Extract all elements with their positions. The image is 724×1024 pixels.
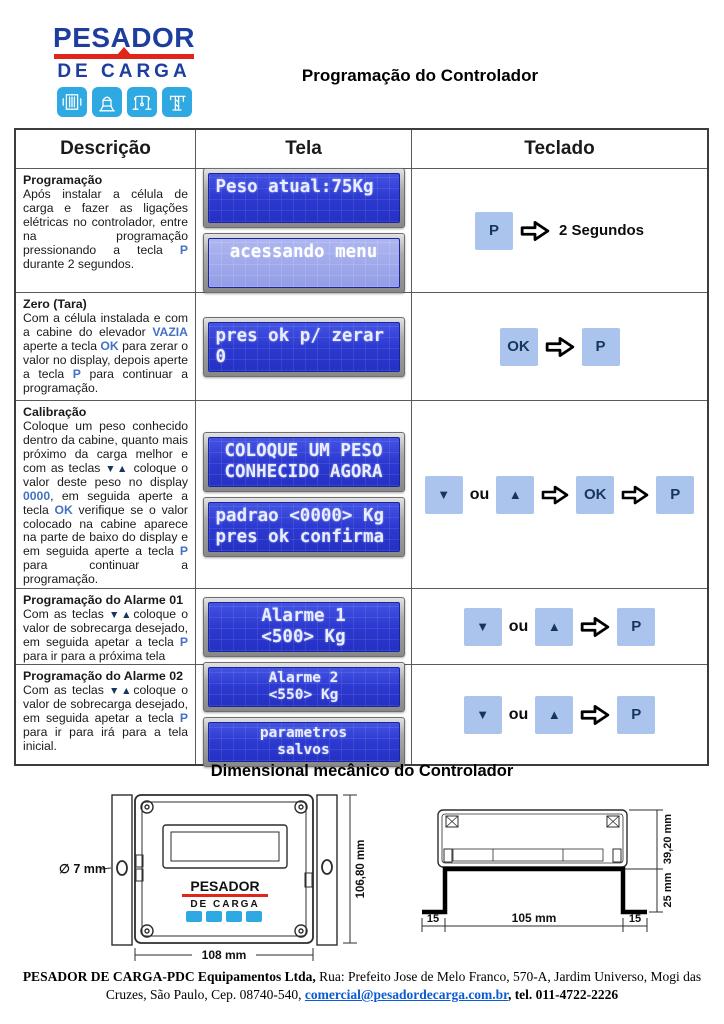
page-title: Programação do Controlador	[301, 66, 539, 85]
email-link[interactable]: comercial@pesadordecarga.com.br	[304, 987, 508, 1003]
front-width-dimension: 108 mm	[201, 948, 247, 962]
table-row-alarme-02	[16, 664, 707, 764]
key-up: ▲	[535, 696, 573, 734]
tela-alarme-02	[196, 665, 412, 764]
key-ok: OK	[576, 476, 614, 514]
panel-logo-word2: DE CARGA	[190, 899, 260, 910]
lcd-display: Alarme 1 <500> Kg	[203, 597, 405, 657]
desc-calibracao: Calibração Coloque um peso conhecido dentro da cabine, quanto mais próximo da carga melhor e com as teclas ▼▲ coloque o valor deste peso no display 0000, em seguida aperte a tecla OK verifique se o valor colocado na cabine aparece na parte de baixo do display e em seguida aperte a tecla P para continuar a programação.	[16, 401, 196, 588]
footer-company: PESADOR DE CARGA-PDC Equipamentos Ltda,	[22, 969, 316, 984]
table-row-zero-tara	[16, 292, 707, 400]
key-p: P	[617, 608, 655, 646]
arrow-right-icon	[545, 336, 575, 358]
lcd-display: parametros salvos	[203, 717, 405, 767]
ou-label: ou	[469, 485, 490, 503]
key-down: ▼	[464, 608, 502, 646]
row-title: Programação do Alarme 01	[23, 593, 183, 607]
hoist-icon	[92, 87, 122, 117]
dimensional-title: Dimensional mecânico do Controlador	[210, 762, 514, 780]
company-logo	[52, 24, 196, 117]
lcd-display: Alarme 2 <550> Kg	[203, 662, 405, 712]
programming-table	[14, 128, 709, 766]
side-view-drawing	[405, 793, 715, 958]
lcd-display: pres ok p/ zerar 0	[203, 317, 405, 377]
lcd-display: padrao <0000> Kg pres ok confirma	[203, 497, 405, 557]
logo-word-pesador: PESADOR	[53, 22, 195, 53]
panel-logo-word1: PESADOR	[190, 878, 260, 894]
table-header-row	[16, 130, 707, 168]
logo-word-de-carga: DE CARGA	[57, 61, 191, 82]
desc-zero-tara: Zero (Tara) Com a célula instalada e com a cabine do elevador VAZIA aperte a tecla OK para zerar o valor no display, depois aperte a tecla P para continuar a programação.	[16, 293, 196, 400]
key-up: ▲	[496, 476, 534, 514]
teclado-calibracao	[412, 401, 707, 588]
key-p: P	[475, 212, 513, 250]
row-title: Programação do Alarme 02	[23, 669, 183, 683]
side-base-width-dimension: 105 mm	[511, 911, 557, 925]
logo-icons	[52, 87, 196, 117]
lcd-display: acessando menu	[203, 233, 405, 293]
logo-red-triangle	[117, 47, 131, 55]
footer	[17, 968, 707, 1004]
ou-label: ou	[508, 617, 529, 635]
desc-alarme-01: Programação do Alarme 01 Com as teclas ▼▲coloque o valor de sobrecarga desejado, em seguida apetar a tecla P para ir para a próxima tela	[16, 589, 196, 664]
logo-red-bar	[54, 54, 194, 59]
arrow-right-icon	[621, 485, 649, 505]
row-title: Zero (Tara)	[23, 297, 87, 311]
teclado-alarme-01	[412, 589, 707, 664]
tela-alarme-01	[196, 589, 412, 664]
key-down: ▼	[425, 476, 463, 514]
footer-phone: , tel. 011-4722-2226	[507, 987, 619, 1003]
teclado-alarme-02	[412, 665, 707, 764]
duration-label: 2 Segundos	[558, 222, 644, 239]
tela-calibracao	[196, 401, 412, 588]
key-ok: OK	[500, 328, 538, 366]
side-bracket-height-dimension: 25 mm	[662, 872, 674, 908]
key-p: P	[617, 696, 655, 734]
lcd-display: Peso atual:75Kg	[203, 168, 405, 228]
arrow-right-icon	[580, 704, 610, 726]
elevator-icon	[57, 87, 87, 117]
side-left-flange-dimension: 15	[426, 913, 440, 925]
side-right-flange-dimension: 15	[628, 913, 642, 925]
arrow-right-icon	[520, 220, 550, 242]
teclado-programacao	[412, 169, 707, 292]
row-title: Programação	[23, 173, 103, 187]
header-descricao: Descrição	[16, 130, 196, 168]
key-down: ▼	[464, 696, 502, 734]
arrow-right-icon	[580, 616, 610, 638]
key-p: P	[582, 328, 620, 366]
side-top-height-dimension: 39,20 mm	[662, 813, 674, 865]
front-hole-dimension: ∅ 7 mm	[59, 862, 107, 876]
tela-programacao	[196, 169, 412, 292]
desc-programacao: Programação Após instalar a célula de carga e fazer as ligações elétricas no controlador, entre na programação pressionando a tecla P durante 2 segundos.	[16, 169, 196, 292]
tower-crane-icon	[162, 87, 192, 117]
table-row-alarme-01	[16, 588, 707, 664]
desc-alarme-02: Programação do Alarme 02 Com as teclas ▼▲coloque o valor de sobrecarga desejado, em seguida apetar a tecla P para ir para irá para a tela inicial.	[16, 665, 196, 764]
key-up: ▲	[535, 608, 573, 646]
row-title: Calibração	[23, 405, 87, 419]
tela-zero-tara	[196, 293, 412, 400]
lcd-display: COLOQUE UM PESO CONHECIDO AGORA	[203, 432, 405, 492]
header-teclado: Teclado	[524, 138, 595, 159]
key-p: P	[656, 476, 694, 514]
footer-address: Rua: Prefeito Jose de Melo Franco, 570-A, Jardim Universo, Mogi das Cruzes, São Paulo, Cep. 08740-540,	[105, 969, 702, 1003]
teclado-zero-tara	[412, 293, 707, 400]
arrow-right-icon	[541, 485, 569, 505]
table-row-calibracao	[16, 400, 707, 588]
ou-label: ou	[508, 705, 529, 723]
gantry-crane-icon	[127, 87, 157, 117]
front-height-dimension: 106,80 mm	[355, 839, 367, 899]
table-row-programacao	[16, 168, 707, 292]
header-tela: Tela	[196, 130, 412, 168]
front-view-drawing	[55, 788, 375, 971]
